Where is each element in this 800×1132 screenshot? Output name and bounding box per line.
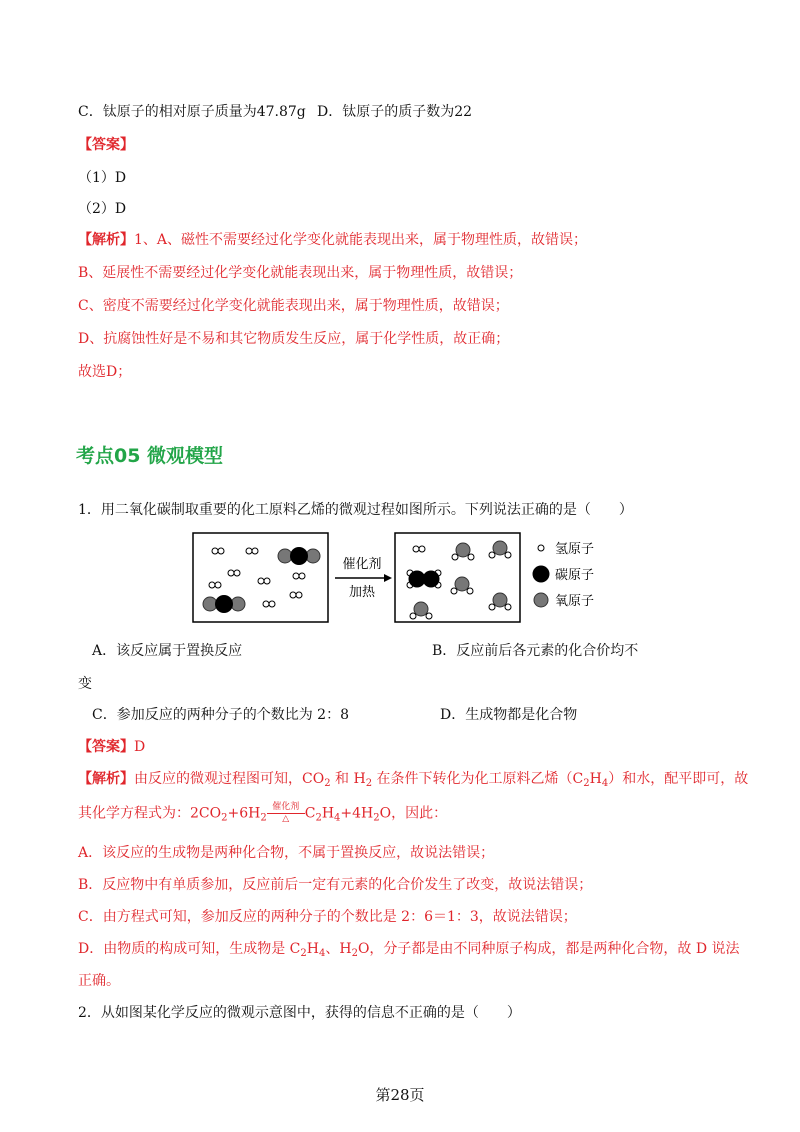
- prev-option-d: D．钛原子的质子数为22: [317, 104, 473, 120]
- text-run: H: [589, 771, 602, 787]
- text-run: 其化学方程式为：2CO: [78, 805, 222, 822]
- q1-analysis-line-2: [78, 803, 447, 829]
- text-run: H: [321, 805, 335, 822]
- answer-item-1: （1）D: [78, 170, 127, 186]
- analysis-line-3: C、密度不需要经过化学变化就能表现出来，属于物理性质，故错误；: [78, 298, 509, 314]
- catalyst-label: 催化剂: [342, 557, 382, 572]
- text-run: 在条件下转化为化工原料乙烯（C: [372, 771, 584, 787]
- text-run: +6H: [227, 805, 261, 822]
- q1-analysis-line-3: A．该反应的生成物是两种化合物，不属于置换反应，故说法错误；: [78, 845, 495, 861]
- analysis-line-1: [78, 230, 587, 250]
- option-c: C．参加反应的两种分子的个数比为 2：8: [92, 707, 349, 723]
- subscript: 2: [300, 948, 307, 959]
- text-run: D．由物质的构成可知，生成物是 C: [78, 941, 301, 957]
- legend-hydrogen-label: 氢原子: [555, 542, 595, 557]
- carbon-dioxide-molecule: [203, 595, 245, 613]
- text-run: C: [304, 805, 316, 822]
- subscript: 4: [318, 948, 326, 959]
- legend: [533, 542, 595, 609]
- q1-analysis-line-7: 正确。: [78, 973, 120, 989]
- text-run: 和 H: [330, 771, 366, 787]
- answer-item-2: （2）D: [78, 201, 127, 217]
- option-b: B．反应前后各元素的化合价均不: [432, 643, 639, 659]
- text-run: O，因此：: [379, 805, 448, 822]
- heat-label: 加热: [348, 585, 376, 600]
- reaction-condition: [267, 803, 305, 824]
- q1-analysis-line-5: C．由方程式可知，参加反应的两种分子的个数比是 2：6＝1：3，故说法错误；: [78, 909, 577, 925]
- option-a: A．该反应属于置换反应: [92, 643, 243, 659]
- question-2-stem: 2．从如图某化学反应的微观示意图中，获得的信息不正确的是（ ）: [78, 1005, 521, 1021]
- answer-label: 【答案】: [78, 137, 134, 153]
- legend-hydrogen-icon: [538, 545, 544, 551]
- option-b-wrap: 变: [78, 676, 92, 692]
- text-run: 由反应的微观过程图可知，CO: [134, 771, 325, 787]
- subscript: 2: [373, 812, 380, 824]
- page-number: 第28页: [375, 1086, 425, 1104]
- legend-oxygen-icon: [534, 593, 548, 607]
- subscript: 2: [260, 812, 267, 824]
- legend-carbon-icon: [533, 566, 550, 583]
- prev-option-c: C．钛原子的相对原子质量为47.87g: [78, 104, 306, 120]
- analysis-label: 【解析】: [78, 232, 134, 248]
- analysis-text: 1、A、磁性不需要经过化学变化就能表现出来，属于物理性质，故错误；: [134, 232, 588, 248]
- text-run: H: [306, 941, 319, 957]
- q1-answer-label: 【答案】: [78, 739, 134, 755]
- arrow-head: [384, 574, 392, 582]
- q1-answer-line: [78, 737, 145, 757]
- option-d: D．生成物都是化合物: [440, 707, 578, 723]
- legend-carbon-label: 碳原子: [555, 568, 595, 583]
- section-title: 考点05 微观模型: [76, 445, 224, 467]
- condition-heat: △: [282, 814, 290, 824]
- q1-analysis-line-6: [78, 939, 740, 964]
- text-run: O，分子都是由不同种原子构成，都是两种化合物，故 D 说法: [357, 941, 740, 957]
- condition-catalyst: 催化剂: [272, 802, 300, 812]
- analysis-line-4: D、抗腐蚀性好是不易和其它物质发生反应，属于化学性质，故正确；: [78, 331, 510, 347]
- q1-analysis-label: 【解析】: [78, 771, 134, 787]
- analysis-line-2: B、延展性不需要经过化学变化就能表现出来，属于物理性质，故错误；: [78, 265, 523, 281]
- carbon-dioxide-molecule: [278, 547, 320, 565]
- q1-answer-value: D: [134, 739, 146, 755]
- q1-analysis-line-1: [78, 769, 748, 794]
- subscript: 2: [583, 778, 590, 789]
- subscript: 4: [334, 812, 341, 824]
- analysis-line-5: 故选D；: [78, 364, 132, 380]
- subscript: 2: [324, 778, 331, 789]
- subscript: 2: [365, 778, 373, 789]
- text-run: +4H: [340, 805, 374, 822]
- q1-analysis-line-4: B．反应物中有单质参加，反应前后一定有元素的化合价发生了改变，故说法错误；: [78, 877, 593, 893]
- text-run: 、H: [325, 941, 352, 957]
- subscript: 2: [221, 812, 228, 824]
- subscript: 2: [315, 812, 322, 824]
- subscript: 2: [351, 948, 358, 959]
- text-run: ）和水，配平即可，故: [608, 771, 749, 787]
- reaction-diagram: [192, 532, 622, 624]
- subscript: 4: [601, 778, 609, 789]
- question-1-stem: 1．用二氧化碳制取重要的化工原料乙烯的微观过程如图所示。下列说法正确的是（ ）: [78, 502, 633, 518]
- legend-oxygen-label: 氧原子: [555, 594, 595, 609]
